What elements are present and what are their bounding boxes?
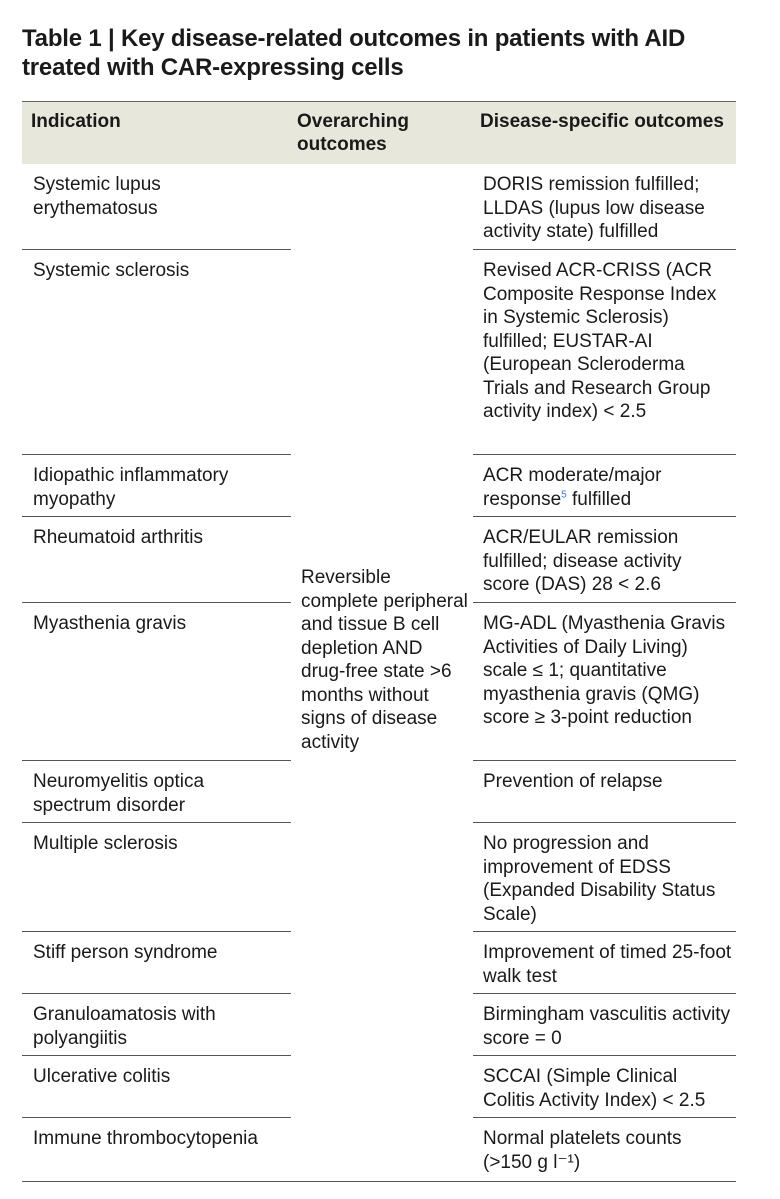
row-divider xyxy=(22,993,291,994)
outcome-cell xyxy=(483,464,733,511)
outcome-cell: DORIS remission fulfilled; LLDAS (lupus low disease activity state) fulfilled xyxy=(483,174,705,242)
row-divider xyxy=(22,1117,291,1118)
indication-cell: Multiple sclerosis xyxy=(33,833,178,854)
row-divider xyxy=(473,931,736,932)
table-bottom-rule xyxy=(22,1181,736,1182)
outcome-text-tail: fulfilled xyxy=(566,488,632,510)
row-divider xyxy=(473,249,736,250)
outcome-cell: Revised ACR-CRISS (ACR Composite Response Index in Systemic Sclerosis) fulfilled; EUSTAR-AI (European Scleroderma Trials and Research Group activity index) < 2.5 xyxy=(483,260,717,422)
indication-cell: Ulcerative colitis xyxy=(33,1066,171,1087)
row-divider xyxy=(22,249,291,250)
indication-cell: Systemic sclerosis xyxy=(33,260,190,281)
row-divider xyxy=(473,516,736,517)
row-divider xyxy=(473,454,736,455)
header-disease-specific-outcomes: Disease-specific outcomes xyxy=(480,111,724,132)
overarching-outcomes-cell: Reversible complete peripheral and tissue B cell depletion AND drug-free state >6 months without signs of disease activity xyxy=(301,567,468,753)
row-divider xyxy=(473,1055,736,1056)
indication-cell: Systemic lupus erythematosus xyxy=(33,174,161,219)
indication-cell: Neuromyelitis optica spectrum disorder xyxy=(33,771,205,816)
row-divider xyxy=(22,516,291,517)
outcome-cell: Improvement of timed 25-foot walk test xyxy=(483,942,732,987)
table-title: Table 1 | Key disease-related outcomes in patients with AID treated with CAR-expressing cells xyxy=(22,25,686,81)
outcome-cell: No progression and improvement of EDSS (Expanded Disability Status Scale) xyxy=(483,833,716,925)
outcome-cell: ACR/EULAR remission fulfilled; disease activity score (DAS) 28 < 2.6 xyxy=(483,527,682,595)
row-divider xyxy=(473,760,736,761)
indication-cell: Granuloamatosis with polyangiitis xyxy=(33,1004,216,1049)
outcome-cell: SCCAI (Simple Clinical Colitis Activity Index) < 2.5 xyxy=(483,1066,706,1111)
outcome-cell: MG-ADL (Myasthenia Gravis Activities of Daily Living) scale ≤ 1; quantitative myasthenia gravis (QMG) score ≥ 3-point reduction xyxy=(483,613,726,728)
row-divider xyxy=(473,602,736,603)
indication-cell: Idiopathic inflammatory myopathy xyxy=(33,465,229,510)
row-divider xyxy=(473,822,736,823)
row-divider xyxy=(22,760,291,761)
table-header xyxy=(22,101,736,164)
row-divider xyxy=(22,602,291,603)
row-divider xyxy=(473,1117,736,1118)
header-indication: Indication xyxy=(31,111,121,132)
row-divider xyxy=(473,993,736,994)
outcome-cell: Normal platelets counts (>150 g l⁻¹) xyxy=(483,1128,682,1173)
indication-cell: Myasthenia gravis xyxy=(33,613,187,634)
reference-link[interactable]: 5 xyxy=(561,489,567,501)
indication-cell: Immune thrombocytopenia xyxy=(33,1128,258,1149)
header-overarching-outcomes: Overarching outcomes xyxy=(297,111,409,155)
row-divider xyxy=(22,931,291,932)
row-divider xyxy=(22,1055,291,1056)
row-divider xyxy=(22,454,291,455)
indication-cell: Stiff person syndrome xyxy=(33,942,218,963)
row-divider xyxy=(22,822,291,823)
outcome-text: ACR moderate/major response xyxy=(483,465,662,510)
outcome-cell: Birmingham vasculitis activity score = 0 xyxy=(483,1004,731,1049)
indication-cell: Rheumatoid arthritis xyxy=(33,527,204,548)
outcome-cell: Prevention of relapse xyxy=(483,771,663,792)
